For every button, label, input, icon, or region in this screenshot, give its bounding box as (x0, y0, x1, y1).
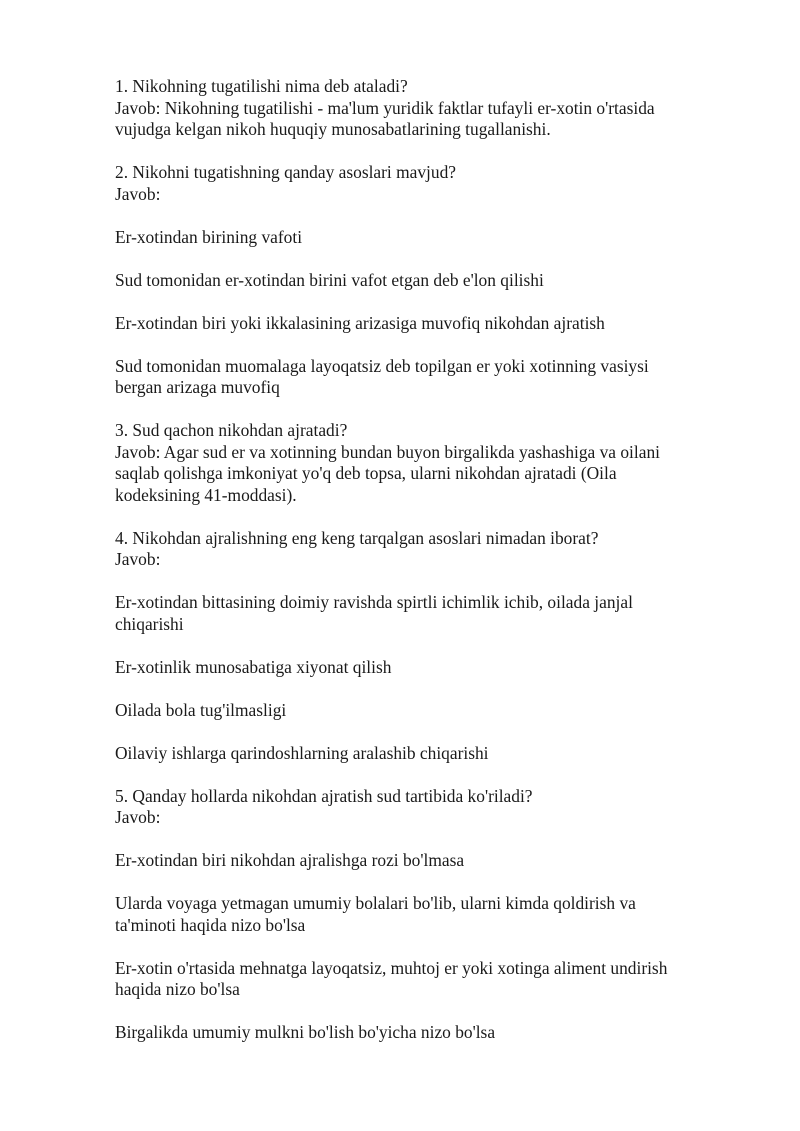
answer-1-line-1: Javob: Nikohning tugatilishi - ma'lum yuridik faktlar tufayli er-xotin o'rtasida (115, 97, 655, 118)
item-text: haqida nizo bo'lsa (115, 979, 240, 999)
question-1: 1. Nikohning tugatilishi nima deb ataladi? (115, 76, 408, 96)
qa-section-4 (115, 528, 735, 571)
list-item (115, 270, 735, 292)
item-text: Er-xotindan bittasining doimiy ravishda spirtli ichimlik ichib, oilada janjal (115, 592, 633, 612)
document-page (115, 76, 735, 1065)
list-item (115, 313, 735, 335)
item-text: Sud tomonidan muomalaga layoqatsiz deb topilgan er yoki xotinning vasiysi (115, 355, 649, 376)
answer-2-label: Javob: (115, 183, 161, 204)
answer-3-line-3: kodeksining 41-moddasi). (115, 484, 297, 505)
item-text: Er-xotindan biri nikohdan ajralishga rozi bo'lmasa (115, 850, 465, 870)
item-text: chiqarishi (115, 613, 184, 634)
item-text: Er-xotindan biri yoki ikkalasining arizasiga muvofiq nikohdan ajratish (115, 312, 605, 333)
list-item (115, 592, 735, 635)
qa-section-3 (115, 420, 735, 506)
item-text: Birgalikda umumiy mulkni bo'lish bo'yicha nizo bo'lsa (115, 1022, 496, 1042)
list-item (115, 893, 735, 936)
item-text: Oilada bola tug'ilmasligi (115, 699, 287, 720)
list-item (115, 356, 735, 399)
qa-section-1 (115, 76, 735, 141)
question-2: 2. Nikohni tugatishning qanday asoslari mavjud? (115, 162, 456, 182)
list-item (115, 1022, 735, 1044)
item-text: Er-xotinlik munosabatiga xiyonat qilish (115, 656, 392, 677)
item-text: Ularda voyaga yetmagan umumiy bolalari bo'lib, ularni kimda qoldirish va (115, 893, 636, 913)
list-item (115, 958, 735, 1001)
qa-section-2 (115, 162, 735, 205)
answer-3-line-1: Javob: Agar sud er va xotinning bundan buyon birgalikda yashashiga va oilani (115, 441, 660, 462)
item-text: Sud tomonidan er-xotindan birini vafot etgan deb e'lon qilishi (115, 269, 544, 290)
question-4: 4. Nikohdan ajralishning eng keng tarqalgan asoslari nimadan iborat? (115, 527, 599, 548)
question-5: 5. Qanday hollarda nikohdan ajratish sud tartibida ko'riladi? (115, 785, 533, 806)
item-text: Er-xotin o'rtasida mehnatga layoqatsiz, muhtoj er yoki xotinga aliment undirish (115, 957, 668, 978)
answer-1-line-2: vujudga kelgan nikoh huquqiy munosabatlarining tugallanishi. (115, 119, 551, 139)
item-text: Oilaviy ishlarga qarindoshlarning aralashib chiqarishi (115, 742, 489, 763)
list-item (115, 850, 735, 872)
list-item (115, 700, 735, 722)
list-item (115, 743, 735, 765)
item-text: Er-xotindan birining vafoti (115, 226, 303, 247)
list-item (115, 657, 735, 679)
item-text: bergan arizaga muvofiq (115, 377, 280, 397)
answer-4-label: Javob: (115, 549, 161, 569)
answer-3-line-2: saqlab qolishga imkoniyat yo'q deb topsa, ularni nikohdan ajratadi (Oila (115, 463, 617, 483)
item-text: ta'minoti haqida nizo bo'lsa (115, 914, 306, 935)
answer-5-label: Javob: (115, 807, 161, 827)
qa-section-5 (115, 786, 735, 829)
question-3: 3. Sud qachon nikohdan ajratadi? (115, 420, 348, 440)
list-item (115, 227, 735, 249)
